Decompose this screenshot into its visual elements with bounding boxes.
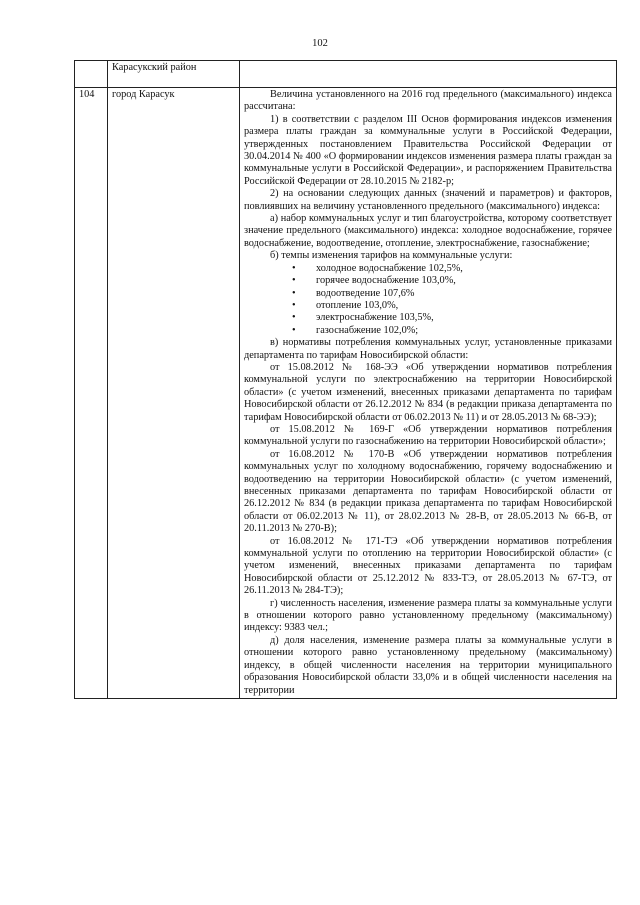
paragraph: г) численность населения, изменение размера платы за коммунальные услуги в отношении которого равно установленному предельному (максимальному) индексу: 9383 чел.; (244, 597, 612, 634)
table-row (75, 88, 617, 699)
district-name: Карасукский район (108, 61, 240, 88)
district-num-cell (75, 61, 108, 88)
row-number: 104 (75, 88, 108, 699)
paragraph: а) набор коммунальных услуг и тип благоустройства, которому соответствует значение предельного (максимального) индекса: холодное водоснабжение, горячее водоснабжение, водоотведение, отопление, электроснабжение, газоснабжение; (244, 213, 612, 249)
list-item: • горячее водоснабжение 103,0%, (316, 275, 612, 287)
municipality-name: город Карасук (108, 88, 240, 699)
list-item: • водоотведение 107,6% (316, 288, 612, 300)
paragraph: 2) на основании следующих данных (значений и параметров) и факторов, повлиявших на величину установленного предельного (максимального) индекса: (244, 188, 612, 212)
paragraph: д) доля населения, изменение размера платы за коммунальные услуги в отношении которого равно установленному предельному (максимальному) индексу, в общей численности населения на территории муниципального образования Новосибирской области 33,0% и в общей численности населения на территории (244, 634, 612, 696)
paragraph: от 15.08.2012 № 168-ЭЭ «Об утверждении нормативов потребления коммунальной услуги по электроснабжению на территории Новосибирской области» (с учетом изменений, внесенных приказами департамента по тарифам Новосибирской области от 26.12.2012 № 834 (в редакции приказа департамента по тарифам Новосибирской области от 06.02.2013 № 11) и от 28.05.2013 № 68-ЭЭ); (244, 361, 612, 423)
tariff-list (244, 263, 612, 337)
paragraph: Величина установленного на 2016 год предельного (максимального) индекса рассчитана: (244, 89, 612, 113)
district-detail-cell (240, 61, 617, 88)
list-item: • газоснабжение 102,0%; (316, 325, 612, 337)
municipal-index-table (74, 60, 617, 699)
list-item: • холодное водоснабжение 102,5%, (316, 263, 612, 275)
list-item: • отопление 103,0%, (316, 300, 612, 312)
list-item: • электроснабжение 103,5%, (316, 312, 612, 324)
paragraph: 1) в соответствии с разделом III Основ формирования индексов изменения размера платы граждан за коммунальные услуги в Российской Федерации, утвержденных постановлением Правительства Российской Федерации от 30.04.2014 № 400 «О формировании индексов изменения размера платы граждан за коммунальные услуги в Российской Федерации», и распоряжением Правительства Российской Федерации от 28.10.2015 № 2182-р; (244, 113, 612, 187)
paragraph: от 16.08.2012 № 170-В «Об утверждении нормативов потребления коммунальных услуг по холодному водоснабжению, горячему водоснабжению и водоотведению на территории Новосибирской области» (с учетом изменений, внесенных приказами департамента по тарифам Новосибирской области от 26.12.2012 № 834 (в редакции приказа департамента по тарифам Новосибирской области от 06.02.2013 № 11), от 28.02.2013 № 28-В, от 28.05.2013 № 66-В, от 20.11.2013 № 270-В); (244, 448, 612, 535)
page-number: 102 (312, 38, 328, 49)
paragraph: от 15.08.2012 № 169-Г «Об утверждении нормативов потребления коммунальной услуги по газоснабжению на территории Новосибирской области»; (244, 423, 612, 448)
paragraph: от 16.08.2012 № 171-ТЭ «Об утверждении нормативов потребления коммунальной услуги по отоплению на территории Новосибирской области» (с учетом изменений, внесенных приказами департамента по тарифам Новосибирской области от 25.12.2012 № 833-ТЭ, от 28.05.2013 № 67-ТЭ, от 26.11.2013 № 284-ТЭ); (244, 535, 612, 597)
district-header-row (75, 61, 617, 88)
paragraph: в) нормативы потребления коммунальных услуг, установленные приказами департамента по тарифам Новосибирской области: (244, 337, 612, 361)
paragraph: б) темпы изменения тарифов на коммунальные услуги: (270, 250, 513, 262)
index-justification (240, 88, 617, 699)
